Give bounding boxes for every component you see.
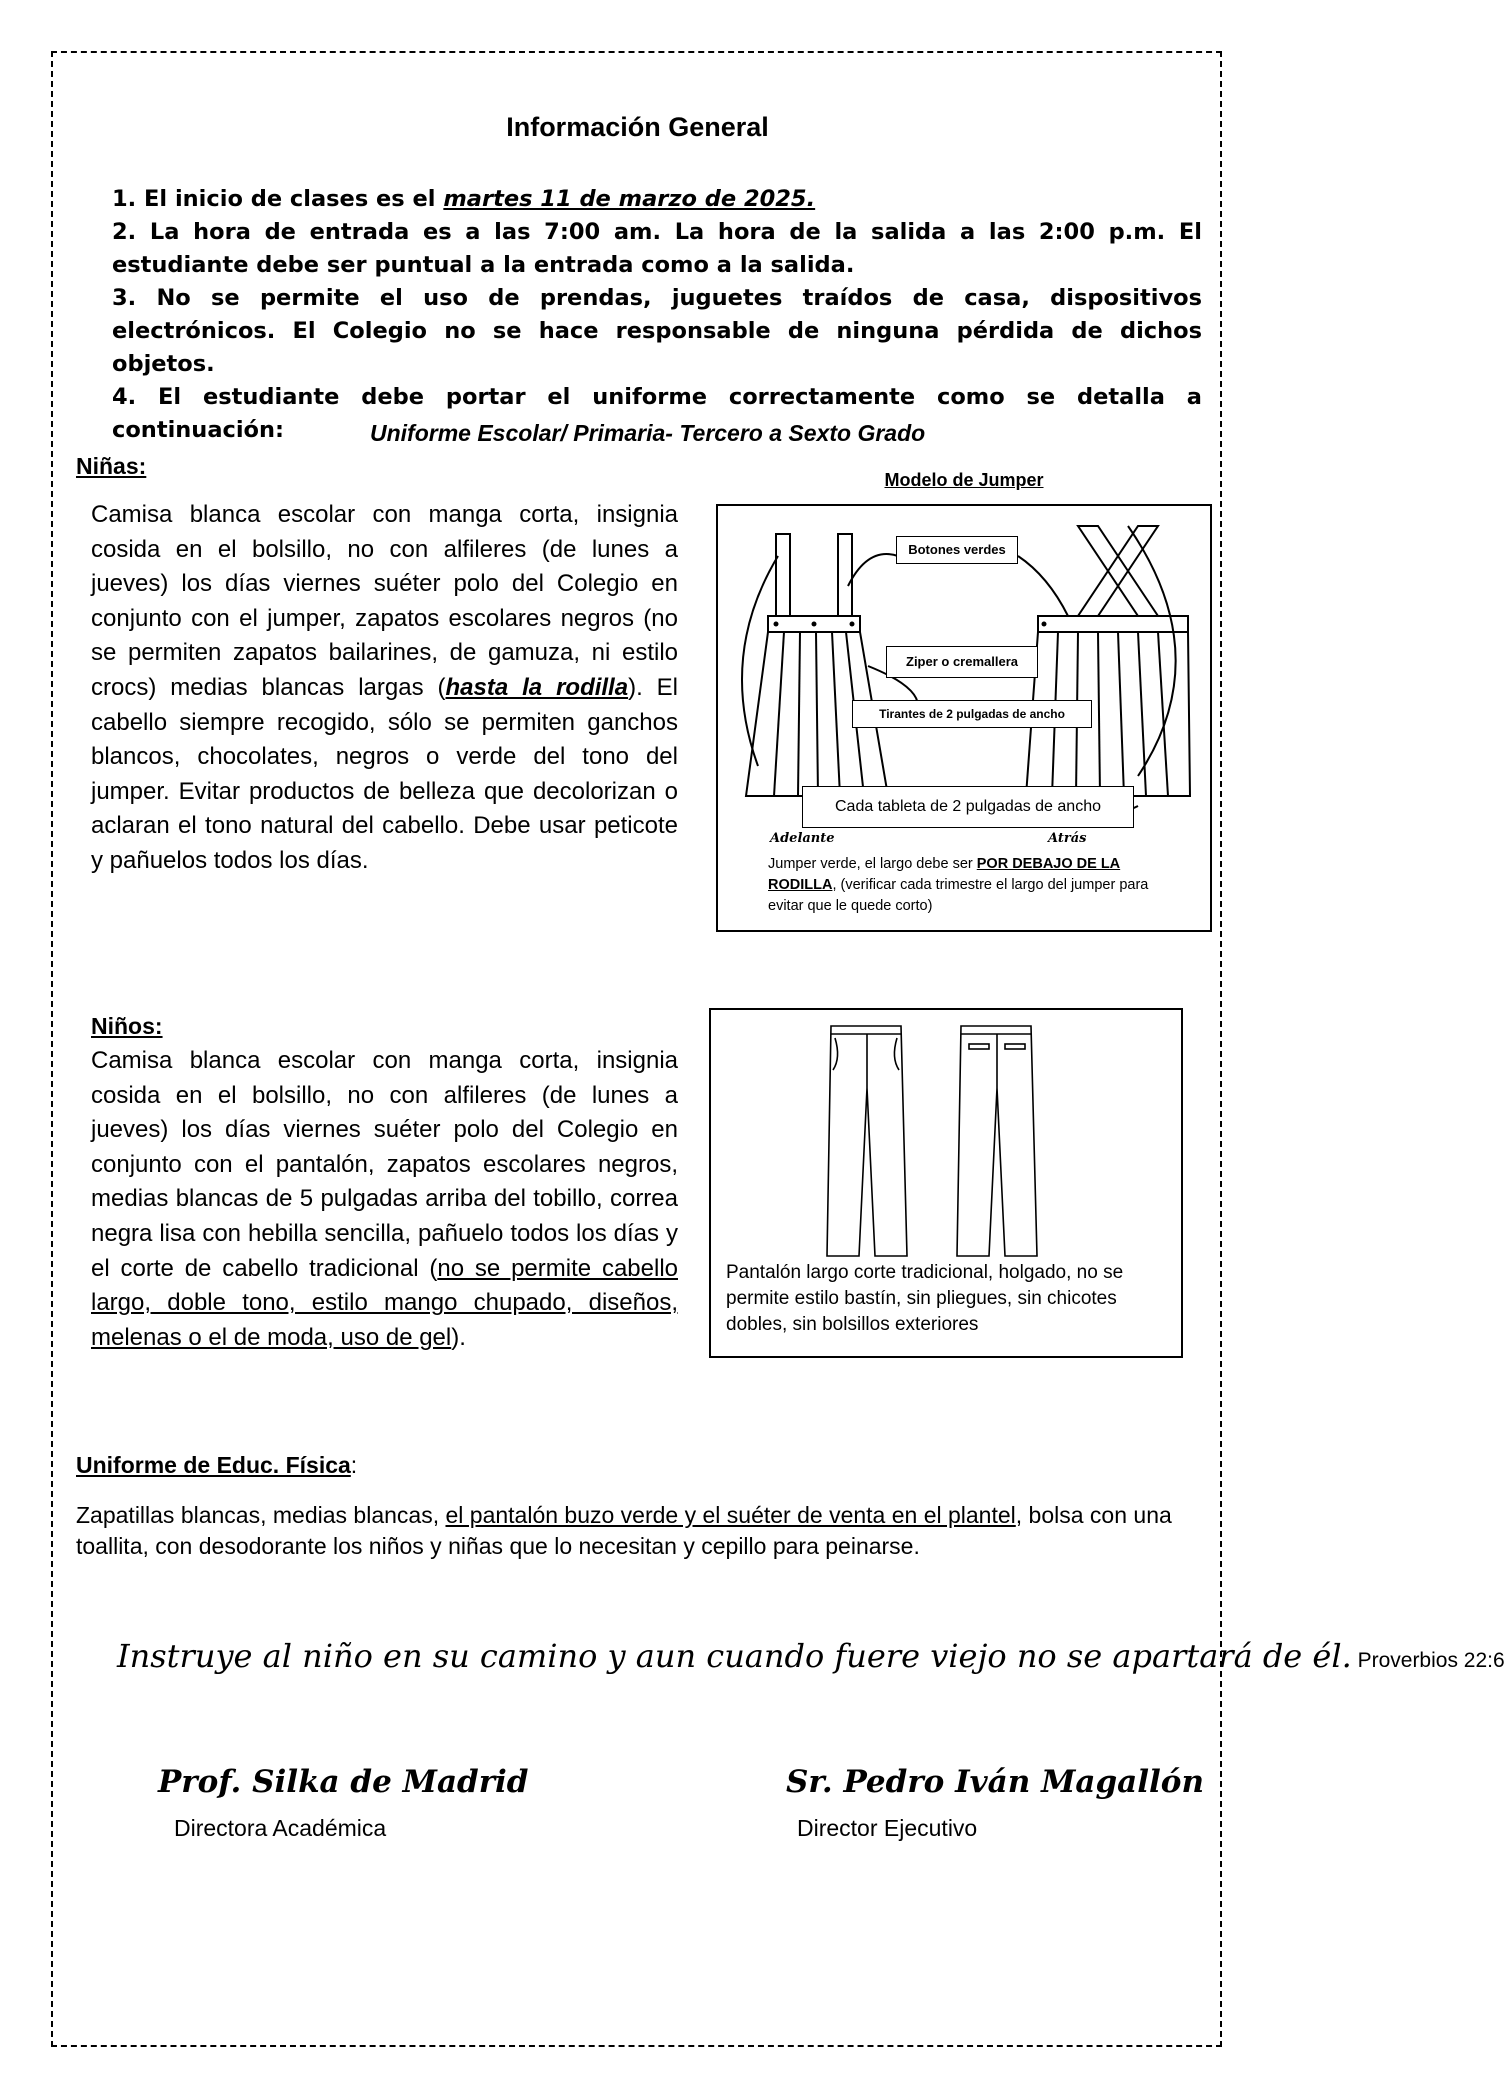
girls-text: Camisa blanca escolar con manga corta, insignia cosida en el bolsillo, no con alfileres (de lunes a jueves) los días viernes suéter polo del Colegio en conjunto con el jumper, zapatos escolares negros (no se permiten zapatos bailarines, de gamuza, ni estilo crocs) medias blancas largas (hasta la rodilla). El cabello siempre recogido, sólo se permiten ganchos blancos, chocolates, negros o verde del tono del jumper. Evitar productos de belleza que decolorizan o aclaran el tono natural del cabello. Debe usar peticote y pañuelos todos los días. — [91, 501, 679, 874]
jumper-figure-title: Modelo de Jumper — [884, 470, 1044, 490]
pe-heading: Uniforme de Educ. Física — [76, 1452, 351, 1478]
jumper-note: Jumper verde, el largo debe ser POR DEBAJO DE LA RODILLA, (verificar cada trimestre el largo del jumper para evitar que le quede corto) — [768, 856, 1149, 914]
label-zipper: Ziper o cremallera — [886, 646, 1038, 678]
pants-caption: Pantalón largo corte tradicional, holgado, no se permite estilo bastín, sin pliegues, sin chicotes dobles, sin bolsillos exteriores — [726, 1262, 1124, 1335]
info-item-1: 1. El inicio de clases es el martes 11 de marzo de 2025. — [112, 186, 816, 212]
pants-drawing — [821, 1018, 1081, 1263]
girls-heading: Niñas: — [76, 453, 147, 479]
jumper-figure — [716, 470, 1212, 916]
general-info-list — [112, 183, 1202, 447]
signature-right: Sr. Pedro Iván Magallón — [786, 1764, 1205, 1800]
pants-figure-box — [709, 1008, 1183, 1358]
page-title: Información General — [506, 112, 769, 142]
start-date: martes 11 de marzo de 2025. — [443, 186, 816, 212]
signature-left-role: Directora Académica — [174, 1815, 387, 1841]
label-back: Atrás — [1048, 831, 1087, 846]
boys-heading: Niños: — [91, 1013, 163, 1039]
signature-left: Prof. Silka de Madrid — [158, 1764, 529, 1800]
label-straps: Tirantes de 2 pulgadas de ancho — [852, 700, 1092, 728]
info-item-2: 2. La hora de entrada es a las 7:00 am. La hora de la salida a las 2:00 p.m. El estudiante debe ser puntual a la entrada como a la salida. — [112, 219, 1202, 278]
pe-text: Zapatillas blancas, medias blancas, el pantalón buzo verde y el suéter de venta en el plantel, bolsa con una toallita, con desodorante los niños y niñas que lo necesitan y cepillo para peinarse. — [76, 1502, 1172, 1559]
uniform-subtitle: Uniforme Escolar/ Primaria- Tercero a Sexto Grado — [370, 420, 926, 446]
info-item-3: 3. No se permite el uso de prendas, juguetes traídos de casa, dispositivos electrónicos. El Colegio no se hace responsable de ninguna pérdida de dichos objetos. — [112, 285, 1202, 377]
label-pleats: Cada tableta de 2 pulgadas de ancho — [802, 786, 1134, 828]
jumper-figure-box — [716, 504, 1212, 932]
label-front: Adelante — [770, 831, 835, 846]
info-item-4: 4. El estudiante debe portar el uniforme correctamente como se detalla a continuación: — [112, 384, 1202, 443]
label-buttons: Botones verdes — [896, 536, 1018, 564]
boys-text: Camisa blanca escolar con manga corta, insignia cosida en el bolsillo, no con alfileres (de lunes a jueves) los días viernes suéter polo del Colegio en conjunto con el pantalón, zapatos escolares negros, medias blancas de 5 pulgadas arriba del tobillo, correa negra lisa con hebilla sencilla, pañuelo todos los días y el corte de cabello tradicional (no se permite cabello largo, doble tono, estilo mango chupado, diseños, melenas o el de moda, uso de gel). — [91, 1047, 678, 1351]
signature-right-role: Director Ejecutivo — [797, 1815, 978, 1841]
pe-heading-line: Uniforme de Educ. Física: — [76, 1452, 358, 1478]
bible-quote: Instruye al niño en su camino y aun cuando fuere viejo no se apartará de él. Proverbios 22:6 — [117, 1637, 1505, 1675]
